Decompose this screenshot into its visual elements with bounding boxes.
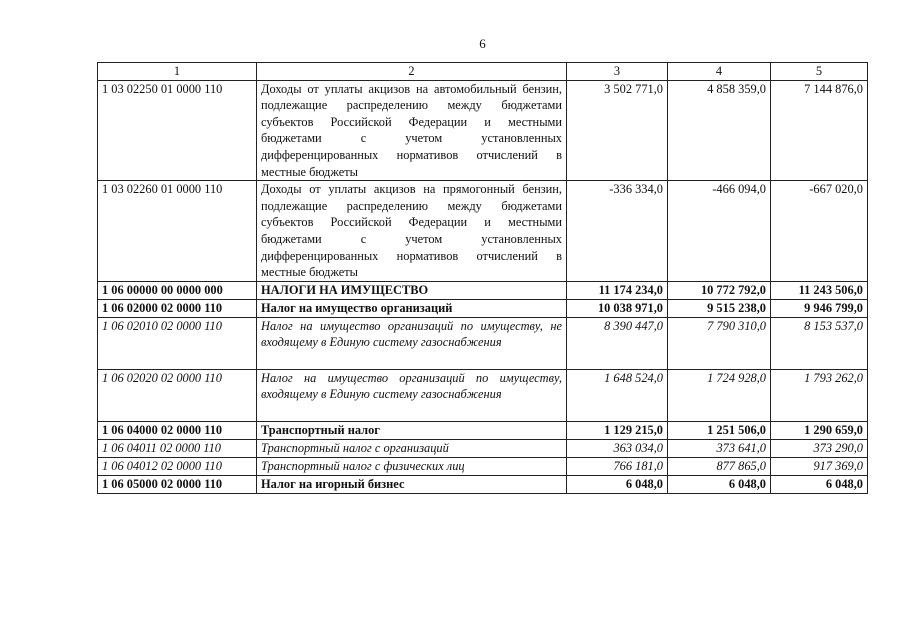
value-col5: 8 153 537,0 [771,317,868,369]
revenue-name: Доходы от уплаты акцизов на автомобильный бензин, подлежащие распределению между бюджетами субъектов Российской Федерации и местными бюджетами с учетом установленных дифференцированных нормативов отчислений в местные бюджеты [257,80,567,181]
value-col5: 1 793 262,0 [771,369,868,421]
value-col4: 877 865,0 [668,457,771,475]
revenue-name: НАЛОГИ НА ИМУЩЕСТВО [257,281,567,299]
value-col5: 6 048,0 [771,475,868,493]
revenue-name: Налог на имущество организаций по имуществу, входящему в Единую систему газоснабжения [257,369,567,421]
value-col4: -466 094,0 [668,181,771,282]
value-col3: 3 502 771,0 [567,80,668,181]
value-col3: 363 034,0 [567,439,668,457]
value-col3: 10 038 971,0 [567,299,668,317]
table-row [98,317,868,369]
column-header: 4 [668,63,771,81]
value-col3: 1 648 524,0 [567,369,668,421]
table-header-row [98,63,868,81]
budget-code: 1 06 00000 00 0000 000 [98,281,257,299]
value-col5: 11 243 506,0 [771,281,868,299]
value-col3: -336 334,0 [567,181,668,282]
table-row [98,281,868,299]
revenue-table [97,62,868,494]
value-col4: 10 772 792,0 [668,281,771,299]
value-col4: 1 724 928,0 [668,369,771,421]
value-col5: 1 290 659,0 [771,421,868,439]
revenue-name: Транспортный налог с организаций [257,439,567,457]
value-col4: 1 251 506,0 [668,421,771,439]
budget-code: 1 06 02010 02 0000 110 [98,317,257,369]
table-row [98,181,868,282]
column-header: 3 [567,63,668,81]
table-row [98,475,868,493]
value-col4: 373 641,0 [668,439,771,457]
budget-code: 1 06 02020 02 0000 110 [98,369,257,421]
budget-code: 1 06 05000 02 0000 110 [98,475,257,493]
revenue-name: Налог на имущество организаций по имуществу, не входящему в Единую систему газоснабжения [257,317,567,369]
revenue-name: Налог на игорный бизнес [257,475,567,493]
value-col5: 9 946 799,0 [771,299,868,317]
value-col5: -667 020,0 [771,181,868,282]
revenue-name: Транспортный налог [257,421,567,439]
revenue-name: Доходы от уплаты акцизов на прямогонный бензин, подлежащие распределению между бюджетами субъектов Российской Федерации и местными бюджетами с учетом установленных дифференцированных нормативов отчислений в местные бюджеты [257,181,567,282]
value-col3: 6 048,0 [567,475,668,493]
value-col3: 11 174 234,0 [567,281,668,299]
table-row [98,421,868,439]
column-header: 5 [771,63,868,81]
value-col4: 6 048,0 [668,475,771,493]
table-row [98,80,868,181]
budget-code: 1 03 02250 01 0000 110 [98,80,257,181]
budget-code: 1 06 04012 02 0000 110 [98,457,257,475]
value-col5: 917 369,0 [771,457,868,475]
table-row [98,299,868,317]
budget-code: 1 06 02000 02 0000 110 [98,299,257,317]
revenue-name: Налог на имущество организаций [257,299,567,317]
value-col4: 7 790 310,0 [668,317,771,369]
table-row [98,457,868,475]
column-header: 1 [98,63,257,81]
value-col3: 766 181,0 [567,457,668,475]
value-col3: 1 129 215,0 [567,421,668,439]
revenue-name: Транспортный налог с физических лиц [257,457,567,475]
budget-code: 1 06 04000 02 0000 110 [98,421,257,439]
value-col4: 9 515 238,0 [668,299,771,317]
page-number: 6 [479,36,486,51]
value-col5: 7 144 876,0 [771,80,868,181]
column-header: 2 [257,63,567,81]
value-col4: 4 858 359,0 [668,80,771,181]
table-row [98,369,868,421]
table-row [98,439,868,457]
budget-code: 1 06 04011 02 0000 110 [98,439,257,457]
budget-code: 1 03 02260 01 0000 110 [98,181,257,282]
value-col5: 373 290,0 [771,439,868,457]
value-col3: 8 390 447,0 [567,317,668,369]
